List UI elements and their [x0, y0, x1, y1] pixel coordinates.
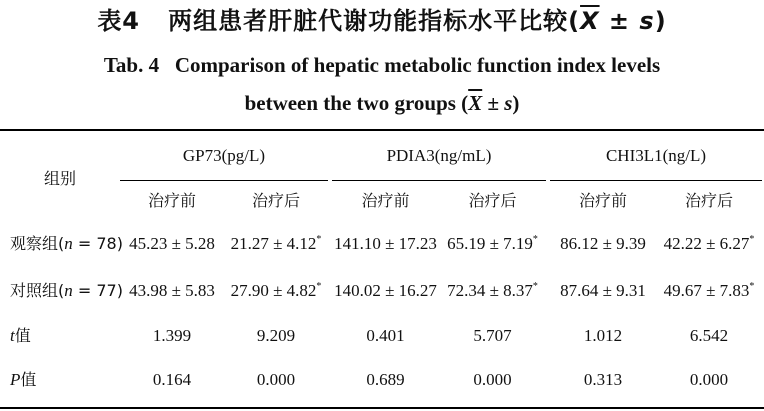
table-cell [656, 280, 762, 302]
table-number: 表4 [97, 7, 141, 35]
cell-value: 5.707 [473, 326, 512, 345]
table-cell [550, 369, 656, 391]
cell-value: 45.23 ± 5.28 [129, 234, 215, 253]
cell-value: 43.98 ± 5.83 [129, 281, 215, 300]
significance-mark: * [749, 234, 755, 245]
title-en-text: between the two groups ( [244, 91, 469, 115]
row-label-symbol: t [10, 326, 15, 345]
cell-value: 0.401 [366, 326, 405, 345]
row-label [10, 325, 31, 347]
table-cell [550, 280, 656, 302]
table-cell [120, 280, 224, 302]
pdia3-underline [332, 180, 546, 181]
title-en-paren-close: ) [512, 91, 520, 115]
table-cell [439, 233, 546, 255]
table-cell [224, 233, 328, 255]
significance-mark: * [532, 281, 538, 292]
table-cell [439, 325, 546, 347]
row-label [10, 369, 36, 391]
cell-value: 0.689 [366, 370, 405, 389]
cell-value: 65.19 ± 7.19 [447, 234, 533, 253]
table-cell [120, 325, 224, 347]
row-label-suffix: = 78) [72, 234, 123, 253]
significance-mark: * [316, 281, 322, 292]
cell-value: 0.313 [583, 370, 623, 389]
row-label-symbol: P [10, 370, 21, 389]
table-cell [224, 369, 328, 391]
cell-value: 27.90 ± 4.82 [230, 281, 317, 300]
row-label-symbol: n [64, 234, 73, 253]
gp73-underline [120, 180, 328, 181]
cell-value: 9.209 [256, 326, 296, 345]
cell-value: 87.64 ± 9.31 [560, 281, 646, 300]
cell-value: 1.012 [583, 326, 623, 345]
plus-minus-en: ± [482, 91, 505, 115]
row-label [10, 233, 123, 255]
col-chi3l1: CHI3L1(ng/L) [605, 146, 707, 165]
cell-value: 1.399 [152, 326, 192, 345]
table-cell [656, 325, 762, 347]
table-cell [224, 280, 328, 302]
gp73-after: 治疗后 [251, 191, 300, 210]
table-cell [656, 233, 762, 255]
table-title-cn [0, 4, 764, 38]
col-gp73: GP73(pg/L) [182, 146, 266, 165]
title-paren-open: ( [568, 7, 581, 35]
cell-value: 0.000 [473, 370, 512, 389]
cell-value: 6.542 [689, 326, 729, 345]
table-title-en-line1: Tab. 4 Comparison of hepatic metabolic function index levels [103, 53, 661, 77]
significance-mark: * [316, 234, 322, 245]
significance-mark: * [532, 234, 538, 245]
table-cell [439, 280, 546, 302]
chi3l1-before: 治疗前 [578, 191, 627, 210]
table-cell [120, 369, 224, 391]
chi3l1-after: 治疗后 [684, 191, 733, 210]
cell-value: 0.164 [152, 370, 192, 389]
title-paren-close: ) [654, 7, 667, 35]
table-top-rule [0, 129, 764, 131]
sd-symbol-en: s [504, 91, 513, 115]
cell-value: 72.34 ± 8.37 [447, 281, 533, 300]
table-cell [332, 369, 439, 391]
cell-value: 42.22 ± 6.27 [663, 234, 750, 253]
plus-minus: ± [599, 7, 640, 35]
table-cell [332, 233, 439, 255]
col-pdia3: PDIA3(ng/mL) [386, 146, 492, 165]
mean-symbol-en: $\overline{X}$ [468, 91, 483, 115]
pdia3-after: 治疗后 [468, 191, 517, 210]
cell-value: 49.67 ± 7.83 [663, 281, 750, 300]
table-bottom-rule [0, 407, 764, 409]
group-header: 组别 [43, 169, 76, 188]
table-cell [332, 325, 439, 347]
significance-mark: * [749, 281, 755, 292]
row-label-suffix: = 77) [72, 281, 123, 300]
chi3l1-underline [550, 180, 762, 181]
table-cell [224, 325, 328, 347]
sd-symbol: s [639, 7, 655, 35]
table-cell [656, 369, 762, 391]
cell-value: 0.000 [256, 370, 296, 389]
cell-value: 86.12 ± 9.39 [560, 234, 646, 253]
table-cell [550, 325, 656, 347]
row-label-prefix: 观察组( [10, 234, 65, 253]
table-cell [332, 280, 439, 302]
gp73-before: 治疗前 [147, 191, 196, 210]
cell-value: 21.27 ± 4.12 [230, 234, 317, 253]
pdia3-before: 治疗前 [361, 191, 410, 210]
table-cell [120, 233, 224, 255]
row-label-symbol: n [64, 281, 73, 300]
mean-symbol: $\overline{X}$ [580, 7, 600, 35]
cell-value: 0.000 [689, 370, 729, 389]
cell-value: 141.10 ± 17.23 [334, 234, 437, 253]
row-label-prefix: 对照组( [10, 281, 65, 300]
table-cell [439, 369, 546, 391]
cell-value: 140.02 ± 16.27 [334, 281, 437, 300]
row-label [10, 280, 123, 302]
row-label-suffix: 值 [20, 370, 37, 389]
table-title-en-line2 [0, 88, 764, 118]
title-cn-text: 两组患者肝脏代谢功能指标水平比较 [168, 7, 569, 35]
row-label-suffix: 值 [14, 326, 31, 345]
table-cell [550, 233, 656, 255]
